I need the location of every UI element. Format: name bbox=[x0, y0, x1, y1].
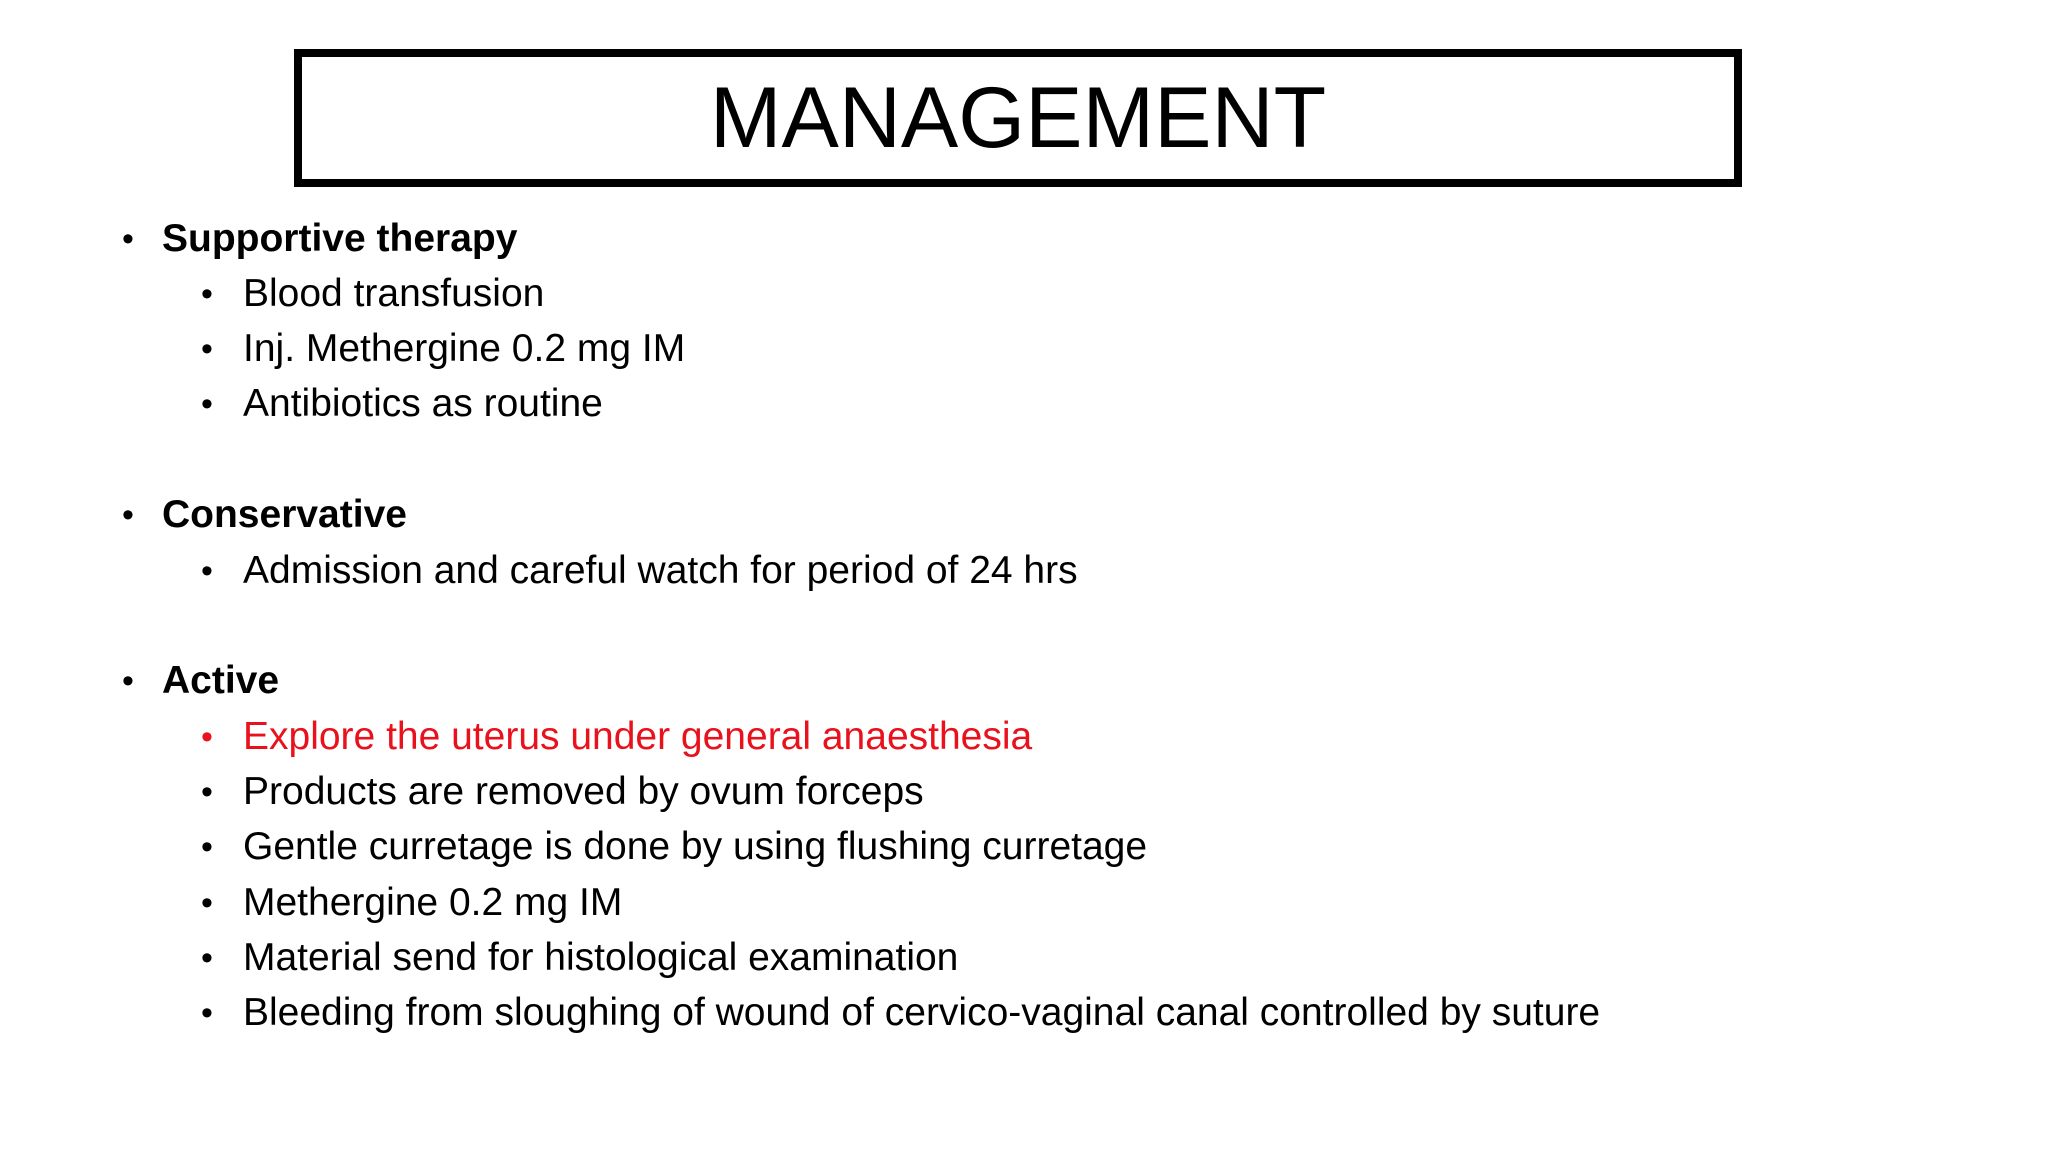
bullet: • bbox=[122, 496, 134, 534]
bullet: • bbox=[201, 773, 213, 811]
bullet: • bbox=[201, 385, 213, 423]
list-item-text: Bleeding from sloughing of wound of cervico-vaginal canal controlled by suture bbox=[243, 991, 1601, 1034]
list-item-text: Products are removed by ovum forceps bbox=[243, 770, 924, 813]
bullet: • bbox=[201, 828, 213, 866]
bullet: • bbox=[201, 718, 213, 756]
bullet: • bbox=[201, 330, 213, 368]
bullet: • bbox=[201, 884, 213, 922]
bullet: • bbox=[122, 220, 134, 258]
list-item-text: Methergine 0.2 mg IM bbox=[243, 881, 623, 924]
bullet: • bbox=[201, 994, 213, 1032]
list-item-text: Antibiotics as routine bbox=[243, 382, 603, 425]
bullet: • bbox=[122, 662, 134, 700]
bullet: • bbox=[201, 939, 213, 977]
list-item-text: Admission and careful watch for period of 24 hrs bbox=[243, 549, 1078, 592]
bullet: • bbox=[201, 275, 213, 313]
bullet: • bbox=[201, 552, 213, 590]
section-heading-text: Conservative bbox=[162, 493, 407, 536]
section-heading-text: Supportive therapy bbox=[162, 217, 518, 260]
list-item-text: Material send for histological examination bbox=[243, 936, 959, 979]
list-item-text: Inj. Methergine 0.2 mg IM bbox=[243, 327, 686, 370]
list-item-text: Gentle curretage is done by using flushing curretage bbox=[243, 825, 1148, 868]
slide-title: MANAGEMENT bbox=[709, 70, 1327, 166]
list-item-text: Blood transfusion bbox=[243, 272, 545, 315]
section-heading-text: Active bbox=[162, 659, 280, 702]
list-item-text: Explore the uterus under general anaesthesia bbox=[243, 715, 1033, 758]
